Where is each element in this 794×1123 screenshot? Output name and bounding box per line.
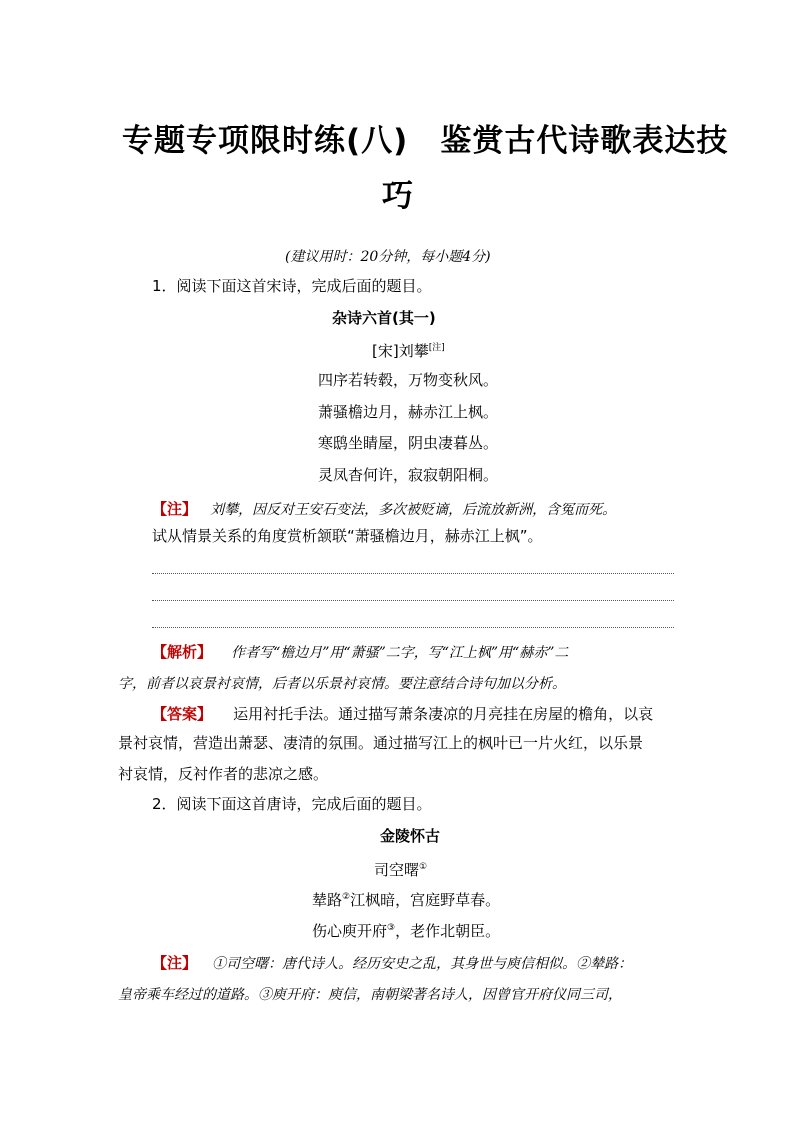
answer-line-3 xyxy=(152,627,674,628)
q1-question: 试从情景关系的角度赏析颔联“萧骚檐边月，赫赤江上枫”。 xyxy=(152,527,543,545)
q1-answer-line3: 衬哀情，反衬作者的悲凉之感。 xyxy=(118,765,329,783)
q1-answer-tag: 【答案】 xyxy=(152,705,213,723)
q1-note xyxy=(152,498,616,519)
time-hint: (建议用时：20分钟，每小题4分) xyxy=(285,249,491,265)
q1-note-tag: 【注】 xyxy=(152,500,198,518)
q1-poem-title: 杂诗六首(其一) xyxy=(332,309,436,327)
q2-note-line1: ①司空曙：唐代诗人。经历安史之乱，其身世与庾信相似。②辇路： xyxy=(212,956,633,972)
q2-note-mark-3: ③ xyxy=(387,923,396,933)
q1-answer xyxy=(152,703,653,724)
q1-analysis-tag: 【解析】 xyxy=(152,643,213,661)
q1-analysis-line1: 作者写“檐边月”用“萧骚”二字，写“江上枫”用“赫赤”二 xyxy=(231,645,569,661)
q2-author-name: 司空曙 xyxy=(374,861,420,879)
q1-poem-line-1: 四序若转毂，万物变秋风。 xyxy=(318,371,499,389)
q1-poem-line-2: 萧骚檐边月，赫赤江上枫。 xyxy=(318,403,499,421)
q2-poem-line-2: 伤心庾开府③，老作北朝臣。 xyxy=(312,922,501,940)
q2-prompt: 2．阅读下面这首唐诗，完成后面的题目。 xyxy=(152,795,432,813)
q1-answer-line2: 景衬哀情，营造出萧瑟、凄清的氛围。通过描写江上的枫叶已一片火红，以乐景 xyxy=(118,734,644,752)
q2-note-mark-2: ② xyxy=(342,892,351,902)
q2-note-line2: 皇帝乘车经过的道路。③庾开府：庾信，南朝梁著名诗人，因曾官开府仪同三司， xyxy=(118,987,622,1003)
q1-analysis xyxy=(152,641,568,662)
q1-analysis-line2: 字，前者以哀景衬哀情，后者以乐景衬哀情。要注意结合诗句加以分析。 xyxy=(118,676,566,692)
q2-poem-title: 金陵怀古 xyxy=(380,827,441,845)
q1-author-name: [宋]刘攀 xyxy=(372,342,429,360)
page-title-line2: 巧 xyxy=(382,178,414,214)
q1-answer-line1: 运用衬托手法。通过描写萧条凄凉的月亮挂在房屋的檐角，以哀 xyxy=(233,705,654,723)
page-title-line1: 专题专项限时练(八) 鉴赏古代诗歌表达技 xyxy=(122,123,729,159)
q1-note-text: 刘攀，因反对王安石变法，多次被贬谪，后流放新洲，含冤而死。 xyxy=(210,502,617,518)
q2-poem-line-1: 辇路②江枫暗，宫庭野草春。 xyxy=(312,891,501,909)
q1-poem-line-4: 灵凤杳何许，寂寂朝阳桐。 xyxy=(318,466,499,484)
q2-note-tag: 【注】 xyxy=(152,954,198,972)
q2-author xyxy=(374,860,427,878)
q1-poem-line-3: 寒鸱坐睛屋，阴虫凄暮丛。 xyxy=(318,434,499,452)
q2-note xyxy=(152,952,632,973)
q2-author-mark: ① xyxy=(419,862,428,872)
q1-author xyxy=(372,341,445,359)
answer-line-1 xyxy=(152,573,674,574)
q1-prompt: 1．阅读下面这首宋诗，完成后面的题目。 xyxy=(152,277,432,295)
answer-line-2 xyxy=(152,600,674,601)
q1-author-note-mark: [注] xyxy=(428,343,445,353)
